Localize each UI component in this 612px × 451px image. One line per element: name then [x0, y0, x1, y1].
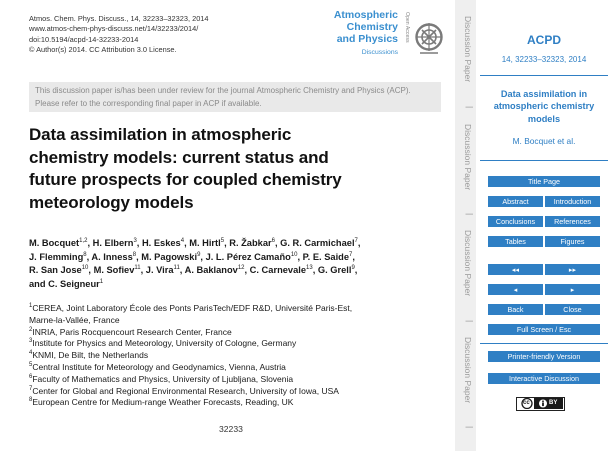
- author-name: , M. Pagowski: [136, 251, 198, 262]
- tables-button[interactable]: Tables: [488, 236, 543, 247]
- affiliation-text: Central Institute for Meteorology and Geodynamics, Vienna, Austria: [32, 361, 286, 372]
- logo-text: [318, 10, 398, 57]
- affiliation-mark: 7: [349, 251, 353, 258]
- author-name: , M. Hirtl: [184, 238, 221, 248]
- affiliation-text: Center for Global and Regional Environmental Research, University of Iowa, USA: [32, 385, 339, 396]
- affiliation-item: [29, 338, 449, 350]
- affiliation-mark: 10: [81, 265, 89, 272]
- previous-page-button[interactable]: ◂: [488, 284, 543, 295]
- author-name: , C. Carnevale: [244, 265, 307, 276]
- affiliation-text: KNMI, De Bilt, the Netherlands: [32, 350, 149, 361]
- author-name: , J. L. Pérez Camaño: [200, 251, 291, 262]
- author-name: , J. Vira: [140, 265, 174, 276]
- divider: [480, 343, 608, 344]
- author-line: [29, 237, 449, 251]
- affiliation-text: INRIA, Paris Rocquencourt Research Center, France: [32, 326, 232, 337]
- affiliation-mark: 11: [134, 265, 141, 272]
- journal-abbrev: ACPD: [526, 33, 561, 47]
- egu-globe-icon: [414, 20, 444, 58]
- author-list: [29, 237, 449, 291]
- journal-logo: [318, 10, 446, 68]
- cc-text: cc: [523, 400, 530, 406]
- affiliation-number: 5: [29, 362, 33, 369]
- doi: doi:10.5194/acpd-14-32233-2014: [29, 34, 139, 44]
- last-page-button[interactable]: ▸▸: [545, 264, 600, 275]
- figures-button[interactable]: Figures: [545, 236, 600, 247]
- interactive-discussion-button[interactable]: Interactive Discussion: [488, 373, 600, 384]
- affiliation-item: [29, 374, 449, 386]
- author-name: , M. Sofiev: [88, 265, 135, 276]
- cc-by-license-icon[interactable]: [516, 397, 565, 411]
- affiliation-mark: 1,2: [79, 237, 88, 244]
- title-line: meteorology models: [29, 192, 194, 212]
- logo-sub: Discussions: [361, 49, 398, 57]
- references-button[interactable]: References: [545, 216, 600, 227]
- conclusions-button[interactable]: Conclusions: [488, 216, 543, 227]
- open-access-label: Open Access: [404, 12, 410, 43]
- affiliation-text: Marne-la-Vallée, France: [29, 314, 120, 325]
- affiliation-mark: 10: [290, 251, 298, 258]
- back-button[interactable]: Back: [488, 304, 543, 315]
- affiliation-mark: 12: [237, 265, 245, 272]
- title-page-button[interactable]: Title Page: [488, 176, 600, 187]
- first-page-button[interactable]: ◂◂: [488, 264, 543, 275]
- affiliation-item: [29, 397, 449, 409]
- discussion-paper-strip: [455, 0, 476, 451]
- abstract-button[interactable]: Abstract: [488, 196, 543, 207]
- discussion-paper-label: Discussion Paper: [463, 16, 473, 83]
- paper-url[interactable]: www.atmos-chem-phys-discuss.net/14/32233/2014/: [29, 24, 199, 34]
- divider: [480, 75, 608, 76]
- sidebar-title: Data assimilation in atmospheric chemistry models: [493, 89, 595, 124]
- author-name: , R. Žabkar: [224, 238, 272, 248]
- author-name: ,: [352, 251, 355, 262]
- author-name: , G. R. Carmichael: [274, 238, 355, 248]
- affiliation-mark: 11: [173, 265, 180, 272]
- affiliation-mark: 6: [271, 237, 275, 244]
- affiliation-text: Faculty of Mathematics and Physics, University of Ljubljana, Slovenia: [32, 373, 294, 384]
- author-name: , A. Inness: [86, 251, 133, 262]
- author-name: ,: [357, 238, 361, 248]
- paper-title: [29, 124, 449, 214]
- affiliation-item: [29, 315, 449, 327]
- affiliation-mark: 3: [133, 237, 137, 244]
- strip-separator: |: [465, 106, 475, 109]
- printer-friendly-button[interactable]: Printer-friendly Version: [488, 351, 600, 362]
- title-line: Data assimilation in atmospheric: [29, 125, 292, 144]
- logo-line2: Chemistry: [346, 20, 398, 33]
- author-line: [29, 278, 449, 292]
- affiliation-text: European Centre for Medium-range Weather Forecasts, Reading, UK: [32, 397, 294, 408]
- affiliation-item: [29, 327, 449, 339]
- page-number: 32233: [219, 424, 243, 434]
- affiliation-number: 1: [29, 303, 33, 310]
- affiliation-number: 2: [29, 326, 33, 333]
- author-name: , P. E. Saide: [297, 251, 350, 262]
- affiliation-text: CEREA, Joint Laboratory École des Ponts ParisTech/EDF R&D, Université Paris-Est,: [32, 303, 353, 313]
- author-line: [29, 264, 449, 278]
- divider: [480, 160, 608, 161]
- strip-separator: |: [465, 320, 475, 323]
- affiliation-text: Institute for Physics and Meteorology, University of Cologne, Germany: [32, 338, 297, 349]
- journal-meta: [29, 14, 209, 56]
- affiliation-list: [29, 303, 449, 409]
- affiliation-number: 7: [29, 385, 33, 392]
- author-name: , A. Baklanov: [179, 265, 238, 276]
- sidebar-authors: M. Bocquet et al.: [512, 136, 576, 146]
- affiliation-number: 8: [29, 397, 33, 404]
- affiliation-mark: 8: [83, 251, 87, 258]
- author-name: and C. Seigneur: [29, 278, 100, 289]
- strip-separator: |: [465, 426, 475, 429]
- affiliation-mark: 4: [180, 237, 185, 244]
- affiliation-mark: 8: [132, 251, 137, 258]
- affiliation-number: 4: [29, 350, 33, 357]
- by-text: BY: [549, 400, 558, 406]
- introduction-button[interactable]: Introduction: [545, 196, 600, 207]
- affiliation-mark: 7: [354, 237, 358, 244]
- affiliation-item: [29, 362, 449, 374]
- navigation-sidebar: [476, 0, 612, 451]
- license: © Author(s) 2014. CC Attribution 3.0 License.: [29, 45, 177, 55]
- logo-line1: Atmospheric: [333, 9, 398, 21]
- title-line: chemistry models: current status and: [29, 147, 329, 167]
- affiliation-mark: 1: [99, 278, 104, 285]
- affiliation-item: [29, 386, 449, 398]
- affiliation-item: [29, 350, 449, 362]
- affiliation-mark: 9: [351, 265, 355, 272]
- citation: Atmos. Chem. Phys. Discuss., 14, 32233–32323, 2014: [29, 14, 209, 23]
- next-page-button[interactable]: ▸: [545, 284, 600, 295]
- author-name: J. Flemming: [29, 251, 84, 262]
- affiliation-item: [29, 303, 449, 315]
- logo-line3: and Physics: [336, 32, 398, 45]
- author-name: ,: [354, 265, 358, 276]
- discussion-paper-label: Discussion Paper: [463, 337, 473, 404]
- full-screen-button[interactable]: Full Screen / Esc: [488, 324, 600, 335]
- strip-separator: |: [465, 213, 475, 216]
- author-name: R. San Jose: [29, 265, 82, 276]
- title-line: future prospects for coupled chemistry: [29, 170, 342, 190]
- affiliation-number: 6: [29, 373, 33, 380]
- discussion-paper-label: Discussion Paper: [463, 124, 473, 191]
- author-name: , H. Eskes: [136, 238, 181, 248]
- author-name: , H. Elbern: [87, 238, 134, 248]
- author-name: , G. Grell: [312, 265, 352, 276]
- affiliation-mark: 13: [306, 265, 313, 272]
- affiliation-mark: 5: [220, 237, 225, 244]
- volume-reference: 14, 32233–32323, 2014: [501, 55, 587, 64]
- affiliation-number: 3: [29, 338, 33, 345]
- author-name: M. Bocquet: [29, 238, 80, 248]
- review-notice: This discussion paper is/has been under review for the journal Atmospheric Chemistry and Physics (ACP). Please refer to the corresponding final paper in ACP if available.: [29, 82, 441, 112]
- author-line: [29, 251, 449, 265]
- close-button[interactable]: Close: [545, 304, 600, 315]
- discussion-paper-label: Discussion Paper: [463, 230, 473, 297]
- affiliation-mark: 9: [197, 251, 201, 258]
